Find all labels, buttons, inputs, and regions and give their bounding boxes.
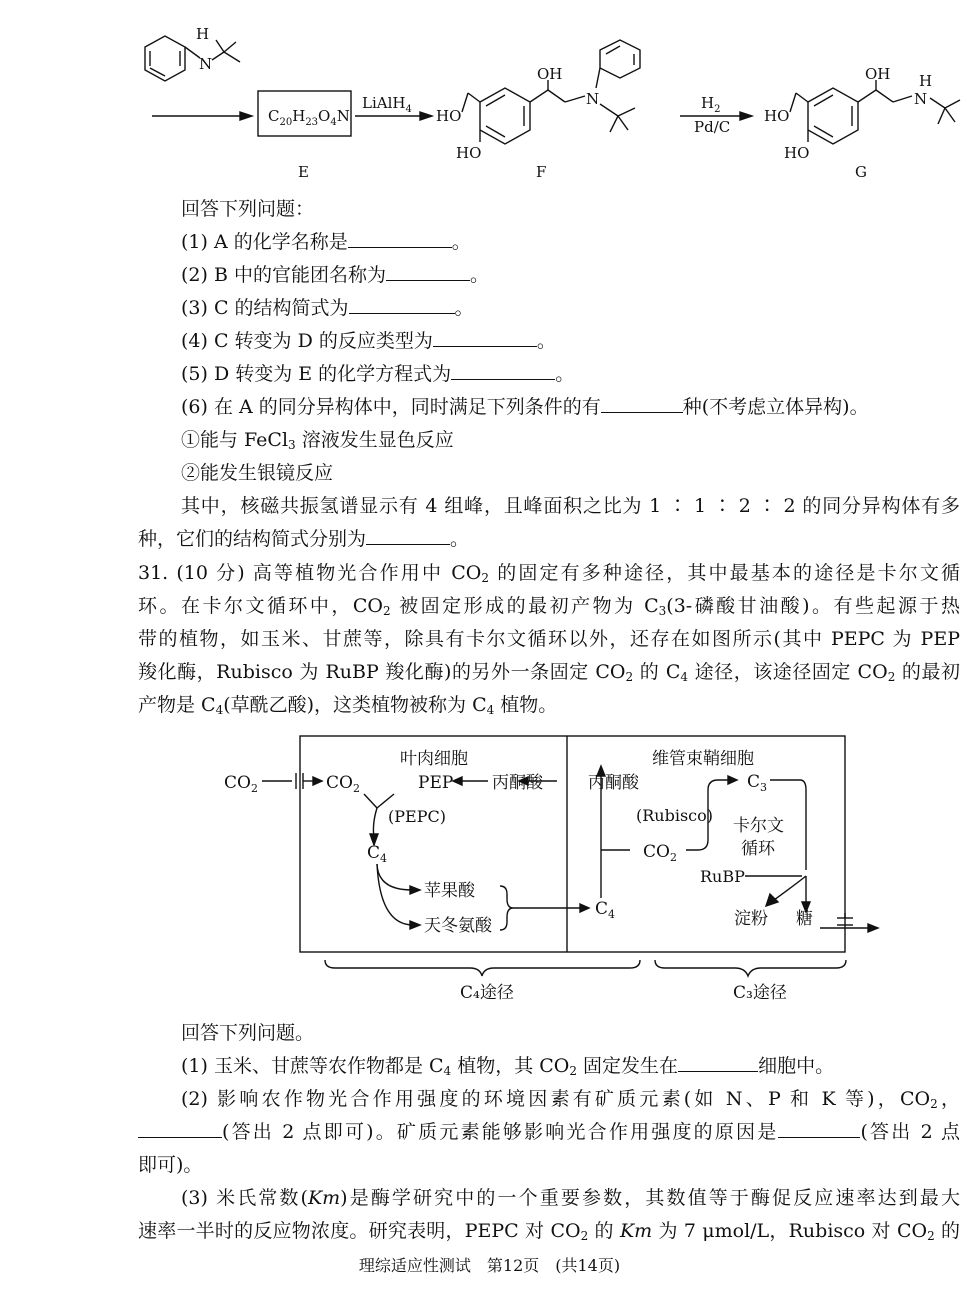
label-bundle-sheath: 维管束鞘细胞: [652, 749, 754, 769]
q30-cond1: ①能与 FeCl$_3$ 溶液发生显色反应: [181, 429, 454, 452]
f-ho-bottom: HO: [456, 144, 482, 162]
g-n: N: [914, 90, 928, 108]
q30-1: (1) A 的化学名称是 。: [181, 231, 471, 253]
reagent-h2: $H_2$: [701, 94, 721, 115]
q30-3: (3) C 的结构简式为 。: [181, 297, 474, 319]
q31b-3a: (3) 米氏常数(Km)是酶学研究中的一个重要参数，其数值等于酶促反应速率达到最大: [181, 1187, 960, 1209]
malate: 苹果酸: [424, 881, 475, 901]
q31b-2a: (2) 影响农作物光合作用强度的环境因素有矿质元素(如 N、P 和 K 等)，$CO_2$，: [181, 1088, 960, 1111]
pep: PEP: [418, 773, 454, 793]
q30-nmr1: 其中，核磁共振氢谱显示有 4 组峰，且峰面积之比为 1 ∶ 1 ∶ 2 ∶ 2 的同分异构体有多: [181, 495, 960, 517]
q31b-3b: 速率一半时的反应物浓度。研究表明，PEPC 对 $CO_2$ 的 Km 为 7 μmol/L，Rubisco 对 $CO_2$ 的: [138, 1220, 960, 1243]
c3-pathway-label: C₃途径: [733, 983, 787, 1003]
g-ho-bottom: HO: [784, 144, 810, 162]
calvin-2: 循环: [741, 839, 775, 859]
q31b-2b: (答出 2 点即可)。矿质元素能够影响光合作用强度的原因是 (答出 2 点: [138, 1120, 960, 1144]
label-e: E: [298, 163, 309, 181]
q30-2: (2) B 中的官能团名称为 。: [181, 264, 489, 286]
page-footer: 理综适应性测试 第12页 (共14页): [358, 1256, 621, 1275]
f-oh: OH: [537, 65, 563, 83]
q30-5: (5) D 转变为 E 的化学方程式为 。: [181, 363, 575, 385]
pyruvate-mesophyll: 丙酮酸: [492, 773, 543, 793]
starch: 淀粉: [734, 909, 768, 929]
e-formula: $C_{20}H_{23}O_4N$: [268, 107, 350, 128]
rubisco: (Rubisco): [636, 806, 713, 825]
q31b-intro: 回答下列问题。: [181, 1022, 315, 1044]
q30-nmr2: 种，它们的结构简式分别为 。: [138, 528, 470, 550]
q31-p2: 环。在卡尔文循环中，$CO_2$ 被固定形成的最初产物为 $C_3(3-$磷酸甘油酸)。有些起源于热: [138, 595, 960, 618]
q30-intro: 回答下列问题：: [181, 198, 315, 220]
c4-pathway-label: C₄途径: [460, 983, 514, 1003]
co2-bundle: $CO_2$: [643, 842, 677, 864]
c4-mesophyll: $C_4$: [367, 843, 388, 865]
q31-p4: 羧化酶，Rubisco 为 RuBP 羧化酶)的另外一条固定 $CO_2$ 的 $C_4$ 途径，该途径固定 $CO_2$ 的最初: [138, 661, 961, 684]
calvin-1: 卡尔文: [733, 816, 784, 836]
atom-n: N: [199, 55, 213, 73]
aspartate: 天冬氨酸: [424, 916, 492, 936]
q31-p3: 带的植物，如玉米、甘蔗等，除具有卡尔文循环以外，还存在如图所示(其中 PEPC 为 PEP: [138, 628, 960, 650]
q31-p1: 31. (10 分) 高等植物光合作用中 $CO_2$ 的固定有多种途径，其中最基本的途径是卡尔文循: [138, 562, 960, 585]
q30-4: (4) C 转变为 D 的反应类型为 。: [181, 330, 556, 352]
f-ho-top: HO: [436, 107, 462, 125]
c4-pathway-diagram: [0, 728, 979, 1008]
sugar: 糖: [796, 909, 813, 929]
q31b-1: (1) 玉米、甘蔗等农作物都是 $C_4$ 植物，其 $CO_2$ 固定发生在 细胞中。: [181, 1055, 835, 1078]
pyruvate-bundle: 丙酮酸: [588, 773, 639, 793]
label-f: F: [536, 163, 547, 181]
co2-mesophyll: $CO_2$: [326, 773, 360, 795]
label-mesophyll: 叶肉细胞: [400, 749, 468, 769]
g-oh: OH: [865, 65, 891, 83]
co2-outside: $CO_2$: [224, 773, 258, 795]
atom-h: H: [196, 25, 210, 43]
q30-cond2: ②能发生银镜反应: [181, 462, 334, 484]
reaction-scheme: [0, 0, 979, 190]
g-h: H: [919, 72, 933, 90]
q31b-2c: 即可)。: [138, 1154, 203, 1176]
q31-p5: 产物是 $C_4$(草酰乙酸)，这类植物被称为 $C_4$ 植物。: [138, 694, 558, 717]
reagent-lialh4: LiAlH$_4$: [362, 94, 412, 115]
label-g: G: [855, 163, 867, 181]
f-n: N: [586, 90, 600, 108]
c3: $C_3$: [747, 772, 768, 794]
rubp: RuBP: [700, 867, 745, 886]
reagent-pdc: Pd/C: [694, 118, 731, 136]
g-ho-top: HO: [764, 107, 790, 125]
q30-6: (6) 在 A 的同分异构体中，同时满足下列条件的有 种(不考虑立体异构)。: [181, 396, 869, 418]
c4-bundle: $C_4$: [595, 899, 616, 921]
pepc: (PEPC): [388, 807, 446, 826]
